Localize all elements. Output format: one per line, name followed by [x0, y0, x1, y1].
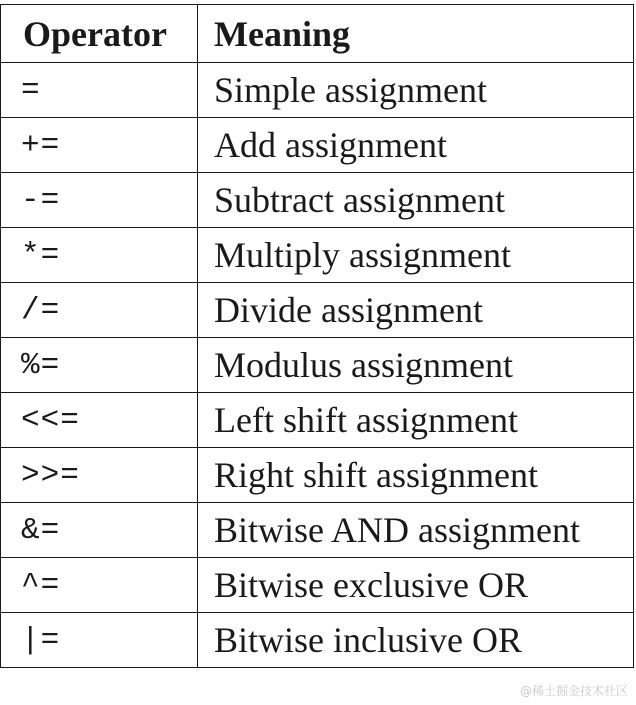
operator-table-container	[0, 4, 633, 668]
meaning-cell: Bitwise AND assignment	[198, 503, 634, 558]
meaning-cell: Left shift assignment	[198, 393, 634, 448]
operator-cell: =	[1, 63, 198, 118]
table-header-row	[1, 5, 634, 63]
assignment-operators-table	[0, 4, 634, 668]
header-meaning: Meaning	[198, 5, 634, 63]
meaning-cell: Divide assignment	[198, 283, 634, 338]
table-row	[1, 118, 634, 173]
table-row	[1, 338, 634, 393]
table-row	[1, 63, 634, 118]
table-row	[1, 503, 634, 558]
operator-cell: |=	[1, 613, 198, 668]
meaning-cell: Add assignment	[198, 118, 634, 173]
table-row	[1, 283, 634, 338]
header-operator: Operator	[1, 5, 198, 63]
operator-cell: -=	[1, 173, 198, 228]
operator-cell: &=	[1, 503, 198, 558]
operator-cell: ^=	[1, 558, 198, 613]
meaning-cell: Multiply assignment	[198, 228, 634, 283]
operator-cell: /=	[1, 283, 198, 338]
operator-cell: *=	[1, 228, 198, 283]
table-row	[1, 393, 634, 448]
meaning-cell: Subtract assignment	[198, 173, 634, 228]
watermark: @稀土掘金技术社区	[519, 684, 628, 698]
operator-cell: >>=	[1, 448, 198, 503]
table-row	[1, 448, 634, 503]
operator-cell: %=	[1, 338, 198, 393]
table-row	[1, 173, 634, 228]
meaning-cell: Bitwise inclusive OR	[198, 613, 634, 668]
table-row	[1, 613, 634, 668]
meaning-cell: Bitwise exclusive OR	[198, 558, 634, 613]
table-row	[1, 558, 634, 613]
operator-cell: <<=	[1, 393, 198, 448]
table-row	[1, 228, 634, 283]
meaning-cell: Simple assignment	[198, 63, 634, 118]
meaning-cell: Right shift assignment	[198, 448, 634, 503]
operator-cell: +=	[1, 118, 198, 173]
meaning-cell: Modulus assignment	[198, 338, 634, 393]
